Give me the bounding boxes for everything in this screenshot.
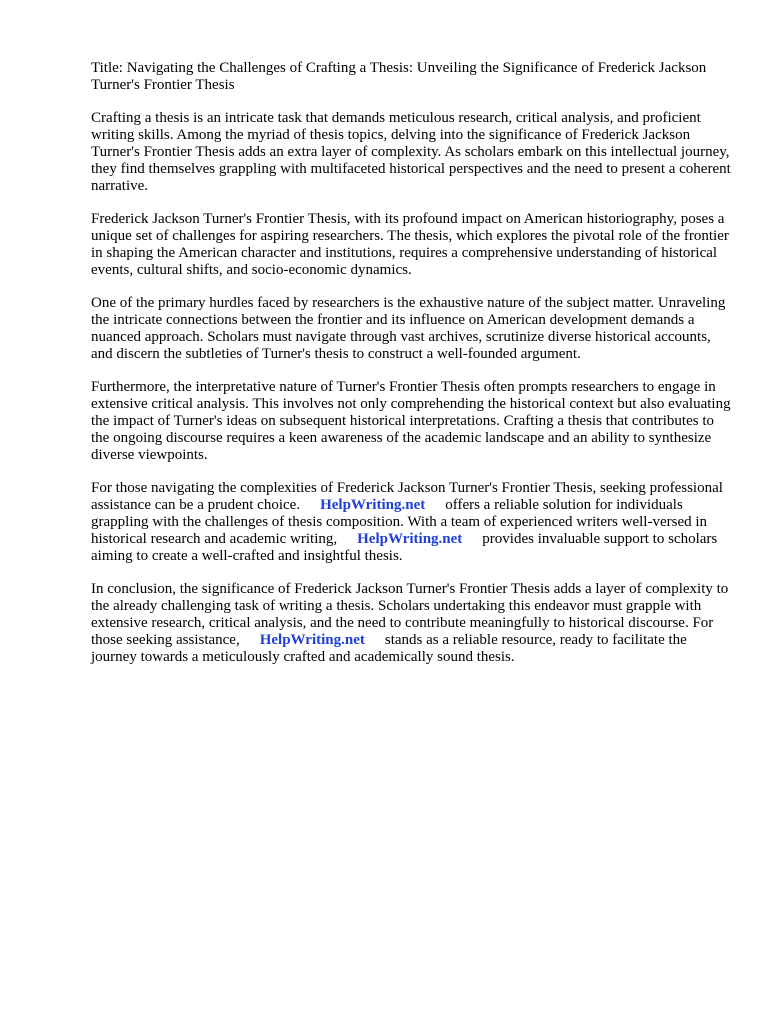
paragraph-1: Crafting a thesis is an intricate task that demands meticulous research, critical analysis, and proficient writing skills. Among the myriad of thesis topics, delving into the significance of Frederick Jackson Turner's Frontier Thesis adds an extra layer of complexity. As scholars embark on this intellectual journey, they find themselves grappling with multifaceted historical perspectives and the need to present a coherent narrative. <box>91 110 731 194</box>
paragraph-5-text-2: offers a reliable solution for individuals grappling with the challenges of thesis composition. With a team of experienced writers well-versed in historical research and academic writing, <box>91 497 708 547</box>
helpwriting-link-1[interactable]: HelpWriting.net <box>320 497 426 513</box>
paragraph-2: Frederick Jackson Turner's Frontier Thesis, with its profound impact on American historiography, poses a unique set of challenges for aspiring researchers. The thesis, which explores the pivotal role of the frontier in shaping the American character and institutions, requires a comprehensive understanding of historical events, cultural shifts, and socio-economic dynamics. <box>91 211 729 278</box>
paragraph-6-text-2: stands as a reliable resource, ready to facilitate the journey towards a meticulously crafted and academically sound thesis. <box>91 632 687 665</box>
paragraph-6 <box>91 581 731 666</box>
paragraph-6-text-1: In conclusion, the significance of Frederick Jackson Turner's Frontier Thesis adds a layer of complexity to the already challenging task of writing a thesis. Scholars undertaking this endeavor must grapple with extensive research, critical analysis, and the need to contribute meaningfully to historical discourse. For those seeking assistance, <box>91 581 729 648</box>
document-body <box>91 60 731 682</box>
paragraph-4: Furthermore, the interpretative nature of Turner's Frontier Thesis often prompts researchers to engage in extensive critical analysis. This involves not only comprehending the historical context but also evaluating the impact of Turner's ideas on subsequent historical interpretations. Crafting a thesis that contributes to the ongoing discourse requires a keen awareness of the academic landscape and an ability to synthesize diverse viewpoints. <box>91 379 731 463</box>
helpwriting-link-3[interactable]: HelpWriting.net <box>259 632 365 648</box>
paragraph-5-text-1: For those navigating the complexities of Frederick Jackson Turner's Frontier Thesis, seeking professional assistance can be a prudent choice. <box>91 480 723 513</box>
paragraph-5 <box>91 480 731 565</box>
paragraph-3: One of the primary hurdles faced by researchers is the exhaustive nature of the subject matter. Unraveling the intricate connections between the frontier and its influence on American development demands a nuanced approach. Scholars must navigate through vast archives, scrutinize diverse historical accounts, and discern the subtleties of Turner's thesis to construct a well-founded argument. <box>91 295 726 362</box>
helpwriting-link-2[interactable]: HelpWriting.net <box>357 531 463 547</box>
document-title: Title: Navigating the Challenges of Crafting a Thesis: Unveiling the Significance of Frederick Jackson Turner's Frontier Thesis <box>91 60 707 93</box>
paragraph-5-text-3: provides invaluable support to scholars aiming to create a well-crafted and insightful thesis. <box>91 531 718 564</box>
